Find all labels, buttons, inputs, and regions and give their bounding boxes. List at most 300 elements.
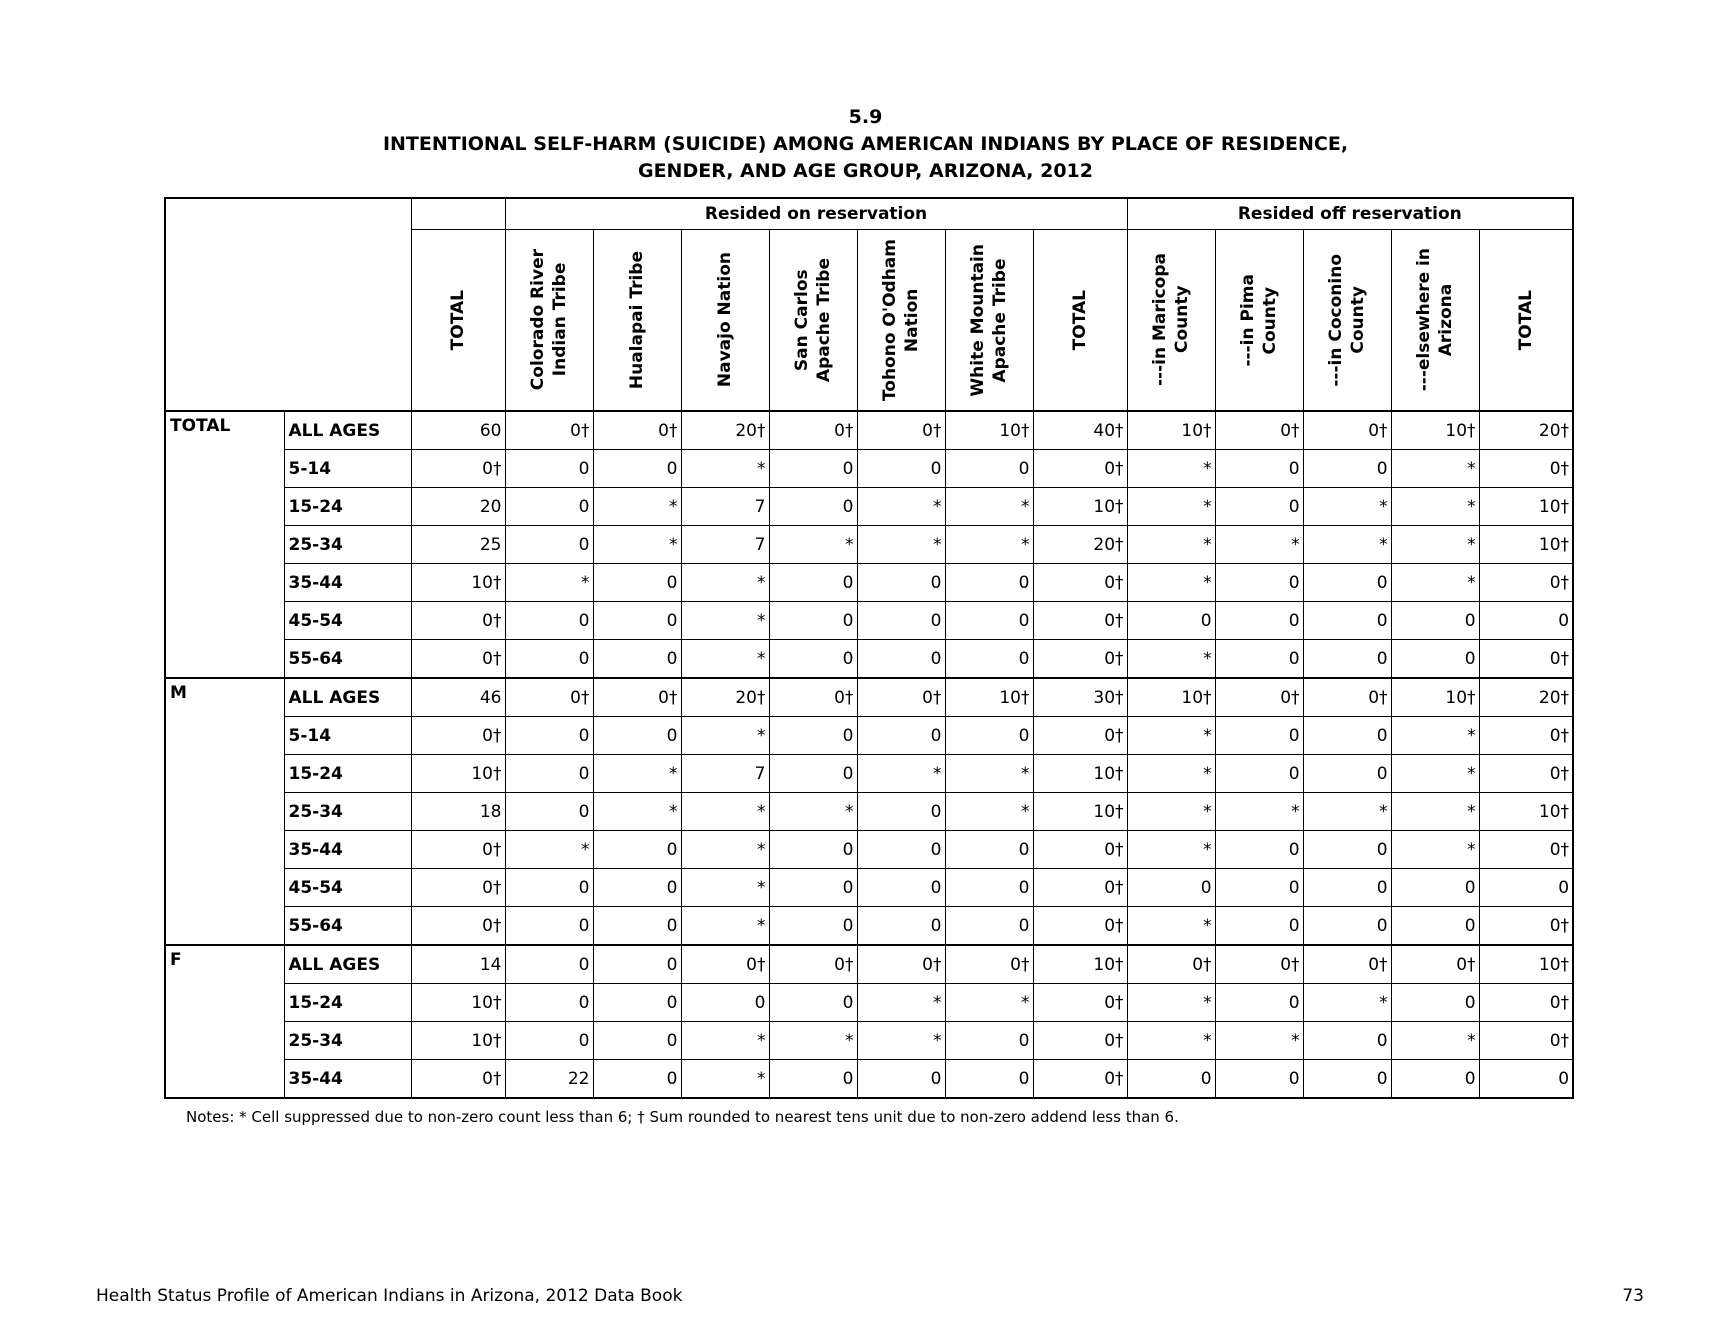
value-cell: 0† (411, 450, 505, 488)
value-cell: * (1127, 640, 1215, 679)
age-group-label: 35-44 (284, 1060, 411, 1099)
value-cell: * (1215, 526, 1303, 564)
value-cell: 0 (681, 984, 769, 1022)
value-cell: 0 (1303, 1022, 1391, 1060)
value-cell: * (1127, 907, 1215, 946)
value-cell: 0† (1479, 640, 1573, 679)
value-cell: 0 (505, 755, 593, 793)
value-cell: * (1127, 450, 1215, 488)
value-cell: 0 (1127, 1060, 1215, 1099)
value-cell: * (681, 793, 769, 831)
value-cell: 0 (857, 602, 945, 640)
value-cell: 0 (1391, 602, 1479, 640)
column-header (1391, 230, 1479, 412)
corner-cell (165, 198, 411, 411)
value-cell: 0 (505, 450, 593, 488)
value-cell: * (769, 1022, 857, 1060)
table-number: 5.9 (848, 106, 883, 128)
value-cell: 0† (1033, 602, 1127, 640)
value-cell: * (1127, 793, 1215, 831)
value-cell: * (505, 831, 593, 869)
value-cell: 10† (1033, 793, 1127, 831)
value-cell: * (945, 755, 1033, 793)
column-header-label: White Mountain Apache Tribe (968, 243, 1010, 397)
value-cell: 0† (1033, 831, 1127, 869)
value-cell: 0† (681, 945, 769, 984)
value-cell: 10† (1391, 411, 1479, 450)
table-row (165, 640, 1573, 679)
value-cell: 0† (1033, 907, 1127, 946)
value-cell: * (681, 640, 769, 679)
value-cell: * (1127, 984, 1215, 1022)
age-group-label: 35-44 (284, 831, 411, 869)
value-cell: * (681, 907, 769, 946)
value-cell: 0 (593, 1022, 681, 1060)
value-cell: 0 (593, 907, 681, 946)
value-cell: * (857, 488, 945, 526)
value-cell: 7 (681, 488, 769, 526)
value-cell: 20† (1479, 411, 1573, 450)
value-cell: * (1215, 1022, 1303, 1060)
value-cell: 0† (1127, 945, 1215, 984)
value-cell: * (681, 602, 769, 640)
value-cell: 0† (593, 678, 681, 717)
table-title-line-1: INTENTIONAL SELF-HARM (SUICIDE) AMONG AMERICAN INDIANS BY PLACE OF RESIDENCE, (382, 133, 1349, 155)
value-cell: 14 (411, 945, 505, 984)
value-cell: 0 (1479, 602, 1573, 640)
column-header (505, 230, 593, 412)
value-cell: * (593, 755, 681, 793)
value-cell: 0† (1215, 678, 1303, 717)
value-cell: 25 (411, 526, 505, 564)
value-cell: 10† (1033, 488, 1127, 526)
column-header (1479, 230, 1573, 412)
value-cell: 0 (1303, 869, 1391, 907)
value-cell: 0 (769, 488, 857, 526)
value-cell: 0 (857, 640, 945, 679)
value-cell: 20† (1033, 526, 1127, 564)
header-off-reservation: Resided off reservation (1127, 198, 1573, 230)
value-cell: 0 (1391, 907, 1479, 946)
table-row (165, 793, 1573, 831)
value-cell: 0 (505, 640, 593, 679)
value-cell: 0 (593, 869, 681, 907)
value-cell: 10† (1127, 678, 1215, 717)
value-cell: * (681, 450, 769, 488)
value-cell: 0 (945, 564, 1033, 602)
value-cell: 0 (1391, 1060, 1479, 1099)
table-title (0, 104, 1731, 185)
value-cell: 0† (1479, 831, 1573, 869)
value-cell: * (1215, 793, 1303, 831)
value-cell: 0† (411, 831, 505, 869)
value-cell: * (1391, 755, 1479, 793)
value-cell: 0 (769, 907, 857, 946)
value-cell: 0 (505, 907, 593, 946)
table-row (165, 678, 1573, 717)
value-cell: 0† (411, 602, 505, 640)
value-cell: 0 (945, 640, 1033, 679)
value-cell: * (1303, 526, 1391, 564)
value-cell: 0 (945, 1022, 1033, 1060)
value-cell: 0 (1215, 1060, 1303, 1099)
value-cell: 0 (593, 1060, 681, 1099)
value-cell: 0† (1303, 945, 1391, 984)
value-cell: 0 (945, 602, 1033, 640)
value-cell: * (593, 526, 681, 564)
value-cell: 0 (1215, 984, 1303, 1022)
value-cell: 20† (1479, 678, 1573, 717)
value-cell: 0† (1033, 1060, 1127, 1099)
value-cell: 10† (1391, 678, 1479, 717)
column-header-label: Navajo Nation (715, 252, 735, 388)
value-cell: * (1391, 564, 1479, 602)
value-cell: 0† (857, 411, 945, 450)
value-cell: * (857, 1022, 945, 1060)
footer-title: Health Status Profile of American Indians in Arizona, 2012 Data Book (96, 1286, 683, 1306)
value-cell: 0† (1215, 945, 1303, 984)
age-group-label: 15-24 (284, 488, 411, 526)
value-cell: 0† (411, 717, 505, 755)
value-cell: 10† (1479, 526, 1573, 564)
value-cell: * (1127, 831, 1215, 869)
value-cell: 0 (593, 717, 681, 755)
value-cell: * (769, 526, 857, 564)
table-row (165, 984, 1573, 1022)
table-row (165, 907, 1573, 946)
column-header-label: TOTAL (1070, 289, 1091, 351)
value-cell: 46 (411, 678, 505, 717)
value-cell: * (945, 488, 1033, 526)
age-group-label: ALL AGES (284, 411, 411, 450)
value-cell: 0† (1303, 678, 1391, 717)
value-cell: 10† (411, 755, 505, 793)
value-cell: 10† (411, 1022, 505, 1060)
table-row (165, 1022, 1573, 1060)
value-cell: 0† (1215, 411, 1303, 450)
value-cell: * (1391, 793, 1479, 831)
value-cell: 0 (769, 755, 857, 793)
column-header-label: Tohono O'Odham Nation (880, 238, 922, 402)
group-label: TOTAL (165, 411, 284, 678)
value-cell: 0 (505, 717, 593, 755)
value-cell: 0† (1033, 1022, 1127, 1060)
value-cell: 0 (769, 564, 857, 602)
value-cell: 0 (857, 564, 945, 602)
header-on-reservation: Resided on reservation (505, 198, 1127, 230)
value-cell: 40† (1033, 411, 1127, 450)
value-cell: 0† (1033, 450, 1127, 488)
value-cell: 0 (945, 450, 1033, 488)
age-group-label: 25-34 (284, 1022, 411, 1060)
value-cell: 0 (505, 984, 593, 1022)
column-header (1033, 230, 1127, 412)
table-title-line-2: GENDER, AND AGE GROUP, ARIZONA, 2012 (637, 160, 1093, 182)
value-cell: 0 (945, 717, 1033, 755)
value-cell: 0 (857, 1060, 945, 1099)
value-cell: * (505, 564, 593, 602)
value-cell: 0 (1215, 640, 1303, 679)
value-cell: * (857, 984, 945, 1022)
value-cell: 18 (411, 793, 505, 831)
age-group-label: 55-64 (284, 640, 411, 679)
value-cell: 10† (945, 678, 1033, 717)
value-cell: 0† (769, 678, 857, 717)
value-cell: * (1127, 1022, 1215, 1060)
value-cell: 0 (593, 450, 681, 488)
value-cell: 0 (593, 984, 681, 1022)
value-cell: 0 (857, 831, 945, 869)
value-cell: * (681, 564, 769, 602)
table-row (165, 488, 1573, 526)
column-header-label: ---in Maricopa County (1150, 253, 1193, 387)
value-cell: * (1391, 488, 1479, 526)
value-cell: 10† (411, 984, 505, 1022)
value-cell: 0† (1479, 450, 1573, 488)
value-cell: 0 (505, 793, 593, 831)
table-row (165, 755, 1573, 793)
value-cell: 0 (1303, 755, 1391, 793)
value-cell: 0 (1391, 640, 1479, 679)
value-cell: 20† (681, 411, 769, 450)
value-cell: 0 (769, 1060, 857, 1099)
value-cell: 0† (1479, 564, 1573, 602)
value-cell: 60 (411, 411, 505, 450)
table-row (165, 602, 1573, 640)
value-cell: 10† (1033, 945, 1127, 984)
value-cell: 10† (1479, 793, 1573, 831)
value-cell: 0 (593, 602, 681, 640)
value-cell: 0† (1479, 984, 1573, 1022)
value-cell: 0 (1215, 450, 1303, 488)
value-cell: * (769, 793, 857, 831)
value-cell: 0† (411, 640, 505, 679)
value-cell: 0 (769, 831, 857, 869)
value-cell: * (1303, 488, 1391, 526)
value-cell: 0† (1033, 869, 1127, 907)
value-cell: * (593, 793, 681, 831)
value-cell: * (945, 984, 1033, 1022)
value-cell: * (1303, 984, 1391, 1022)
value-cell: * (857, 526, 945, 564)
value-cell: 0 (945, 869, 1033, 907)
value-cell: 0 (1303, 450, 1391, 488)
table-row (165, 526, 1573, 564)
value-cell: 7 (681, 526, 769, 564)
column-header-label: Hualapai Tribe (627, 250, 647, 390)
value-cell: 0 (1479, 1060, 1573, 1099)
value-cell: * (1127, 564, 1215, 602)
age-group-label: 45-54 (284, 869, 411, 907)
value-cell: 0 (1303, 640, 1391, 679)
data-table (164, 197, 1574, 1099)
value-cell: 0 (769, 717, 857, 755)
value-cell: 0 (1391, 984, 1479, 1022)
value-cell: 0 (1303, 831, 1391, 869)
value-cell: * (1391, 831, 1479, 869)
value-cell: 22 (505, 1060, 593, 1099)
value-cell: 0† (1391, 945, 1479, 984)
value-cell: 30† (1033, 678, 1127, 717)
value-cell: 0 (1215, 907, 1303, 946)
value-cell: 0 (857, 717, 945, 755)
table-row (165, 717, 1573, 755)
value-cell: * (857, 755, 945, 793)
value-cell: 0† (1479, 907, 1573, 946)
age-group-label: 25-34 (284, 526, 411, 564)
value-cell: 0 (1215, 564, 1303, 602)
value-cell: 0 (505, 869, 593, 907)
value-cell: * (1391, 1022, 1479, 1060)
column-header-label: TOTAL (1515, 289, 1536, 351)
value-cell: 0 (593, 564, 681, 602)
column-header-label: ---in Coconino County (1326, 253, 1369, 387)
value-cell: * (1127, 526, 1215, 564)
value-cell: 10† (945, 411, 1033, 450)
value-cell: * (945, 526, 1033, 564)
column-header (411, 230, 505, 412)
value-cell: 0 (1215, 602, 1303, 640)
value-cell: 0† (857, 945, 945, 984)
column-header (593, 230, 681, 412)
table-notes: Notes: * Cell suppressed due to non-zero count less than 6; † Sum rounded to nearest tens unit due to non-zero addend less than 6. (186, 1108, 1179, 1126)
value-cell: 20 (411, 488, 505, 526)
value-cell: 0 (593, 945, 681, 984)
age-group-label: 45-54 (284, 602, 411, 640)
value-cell: 0 (1303, 1060, 1391, 1099)
value-cell: * (681, 831, 769, 869)
value-cell: 0† (411, 869, 505, 907)
value-cell: * (1303, 793, 1391, 831)
value-cell: 0 (1215, 869, 1303, 907)
value-cell: 0† (505, 411, 593, 450)
group-label: M (165, 678, 284, 945)
age-group-label: 5-14 (284, 717, 411, 755)
value-cell: 0 (1479, 869, 1573, 907)
value-cell: * (681, 717, 769, 755)
value-cell: 0† (1479, 1022, 1573, 1060)
table-row (165, 831, 1573, 869)
header-spacer (411, 198, 505, 230)
group-label: F (165, 945, 284, 1098)
value-cell: 0 (857, 793, 945, 831)
value-cell: 0† (1479, 717, 1573, 755)
value-cell: * (681, 1060, 769, 1099)
age-group-label: 5-14 (284, 450, 411, 488)
value-cell: 0 (945, 1060, 1033, 1099)
value-cell: 0 (857, 869, 945, 907)
value-cell: 0 (1215, 755, 1303, 793)
value-cell: 0† (593, 411, 681, 450)
column-header (681, 230, 769, 412)
table-row (165, 450, 1573, 488)
value-cell: 0 (769, 984, 857, 1022)
value-cell: 0† (769, 411, 857, 450)
column-header (1215, 230, 1303, 412)
age-group-label: ALL AGES (284, 678, 411, 717)
value-cell: 0 (945, 907, 1033, 946)
table-row (165, 564, 1573, 602)
value-cell: 0 (769, 869, 857, 907)
column-header-label: ---elsewhere in Arizona (1414, 248, 1457, 392)
value-cell: 0† (945, 945, 1033, 984)
age-group-label: 15-24 (284, 984, 411, 1022)
value-cell: 0† (411, 907, 505, 946)
column-header (1303, 230, 1391, 412)
value-cell: 0 (505, 1022, 593, 1060)
age-group-label: 25-34 (284, 793, 411, 831)
value-cell: 10† (1033, 755, 1127, 793)
value-cell: 0 (1303, 717, 1391, 755)
column-header-label: San Carlos Apache Tribe (792, 257, 834, 383)
page-number: 73 (1622, 1286, 1644, 1306)
value-cell: 0 (1215, 717, 1303, 755)
value-cell: 10† (1479, 945, 1573, 984)
value-cell: 10† (411, 564, 505, 602)
value-cell: 0 (593, 640, 681, 679)
age-group-label: ALL AGES (284, 945, 411, 984)
value-cell: 0 (1391, 869, 1479, 907)
value-cell: 0† (1479, 755, 1573, 793)
value-cell: 0 (593, 831, 681, 869)
value-cell: 0 (769, 450, 857, 488)
column-header (857, 230, 945, 412)
age-group-label: 15-24 (284, 755, 411, 793)
value-cell: 0† (1033, 984, 1127, 1022)
value-cell: 0 (945, 831, 1033, 869)
column-header-label: Colorado River Indian Tribe (528, 249, 570, 391)
value-cell: 0 (505, 526, 593, 564)
value-cell: 0 (769, 602, 857, 640)
table-row (165, 869, 1573, 907)
value-cell: 0 (505, 602, 593, 640)
column-header (1127, 230, 1215, 412)
value-cell: 0† (1033, 564, 1127, 602)
value-cell: * (1127, 488, 1215, 526)
value-cell: 0† (1033, 640, 1127, 679)
value-cell: * (1391, 450, 1479, 488)
value-cell: 20† (681, 678, 769, 717)
value-cell: 0 (505, 945, 593, 984)
age-group-label: 35-44 (284, 564, 411, 602)
value-cell: 0 (505, 488, 593, 526)
value-cell: * (1127, 755, 1215, 793)
column-header-label: ---in Pima County (1238, 273, 1281, 367)
column-header (769, 230, 857, 412)
value-cell: 0 (1127, 602, 1215, 640)
value-cell: 0† (857, 678, 945, 717)
table-row (165, 1060, 1573, 1099)
value-cell: 0 (1303, 564, 1391, 602)
value-cell: * (681, 1022, 769, 1060)
column-header (945, 230, 1033, 412)
value-cell: 0 (857, 450, 945, 488)
value-cell: * (681, 869, 769, 907)
table-row (165, 945, 1573, 984)
value-cell: 0 (1303, 602, 1391, 640)
value-cell: 0 (1127, 869, 1215, 907)
value-cell: 0† (1303, 411, 1391, 450)
value-cell: 10† (1127, 411, 1215, 450)
value-cell: 0† (411, 1060, 505, 1099)
value-cell: * (945, 793, 1033, 831)
value-cell: 0† (769, 945, 857, 984)
value-cell: * (593, 488, 681, 526)
value-cell: * (1391, 717, 1479, 755)
value-cell: 0 (1303, 907, 1391, 946)
value-cell: 0 (1215, 831, 1303, 869)
table-row (165, 411, 1573, 450)
